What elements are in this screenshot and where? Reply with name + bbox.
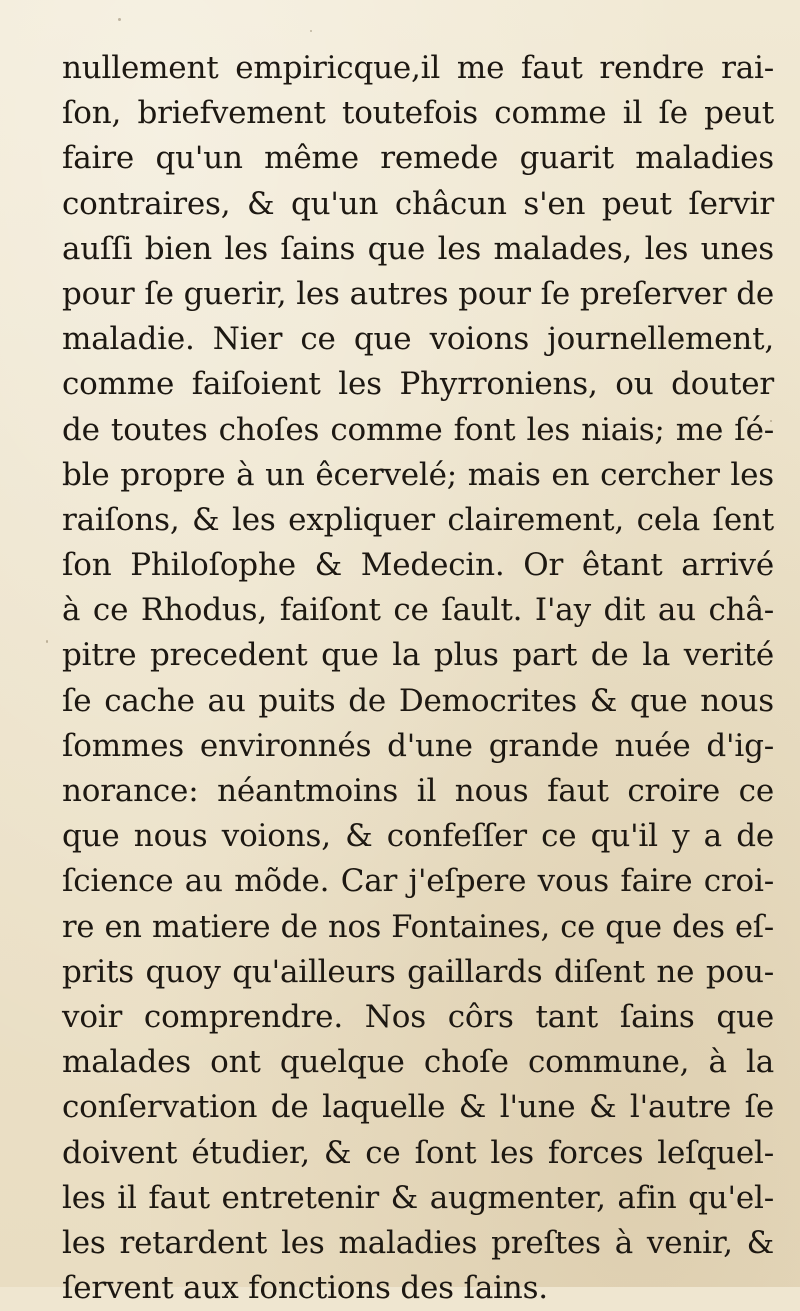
text-line-21: prits quoy qu'ailleurs gaillards diſent ne pou- — [62, 953, 774, 990]
text-line-23: malades ont quelque choſe commune, à la — [62, 1044, 774, 1081]
text-line-8: comme faiſoient les Phyrroniens, ou douter — [62, 366, 774, 403]
text-line-4: contraires, & qu'un châcun s'en peut ſervir — [62, 185, 774, 222]
text-line-28: ſervent aux fonctions des ſains. — [62, 1270, 548, 1307]
text-line-25: doivent étudier, & ce ſont les forces leſquel- — [62, 1134, 774, 1171]
text-line-5: auſſi bien les ſains que les malades, les unes — [62, 230, 774, 267]
text-line-3: faire qu'un même remede guarit maladies — [62, 140, 774, 177]
text-line-15: ſe cache au puits de Democrites & que nous — [62, 682, 774, 719]
text-line-16: ſommes environnés d'une grande nuée d'ig- — [62, 727, 774, 764]
paper-speck — [310, 30, 312, 32]
text-line-2: ſon, briefvement toutefois comme il ſe peut — [62, 95, 774, 132]
text-line-26: les il faut entretenir & augmenter, afin qu'el- — [62, 1179, 774, 1216]
text-line-7: maladie. Nier ce que voions journellement, — [62, 321, 774, 358]
text-line-19: ſcience au mõde. Car j'eſpere vous faire croi- — [62, 863, 774, 900]
text-line-13: à ce Rhodus, faiſont ce ſault. I'ay dit au châ- — [62, 592, 774, 629]
text-line-14: pitre precedent que la plus part de la verité — [62, 637, 774, 674]
text-line-18: que nous voions, & confeſſer ce qu'il y a de — [62, 818, 774, 855]
text-line-20: re en matiere de nos Fontaines, ce que des eſ- — [62, 909, 774, 945]
body-text — [62, 46, 774, 1311]
text-line-22: voir comprendre. Nos côrs tant ſains que — [62, 998, 774, 1035]
paper-speck — [46, 640, 48, 643]
text-line-10: ble propre à un êcervelé; mais en cercher les — [62, 456, 774, 493]
text-line-24: conſervation de laquelle & l'une & l'autre ſe — [62, 1089, 774, 1126]
text-line-27: les retardent les maladies preſtes à venir, & — [62, 1224, 774, 1261]
text-line-11: raiſons, & les expliquer clairement, cela ſent — [62, 501, 774, 538]
text-line-17: norance: néantmoins il nous faut croire ce — [62, 773, 774, 809]
text-line-12: ſon Philoſophe & Medecin. Or êtant arrivé — [62, 547, 774, 584]
text-line-9: de toutes choſes comme font les niais; me ſé- — [62, 411, 774, 448]
text-line-1: nullement empiricque,il me faut rendre rai- — [62, 50, 774, 86]
text-line-6: pour ſe guerir, les autres pour ſe preſerver de — [62, 275, 774, 312]
paper-speck — [118, 18, 121, 21]
